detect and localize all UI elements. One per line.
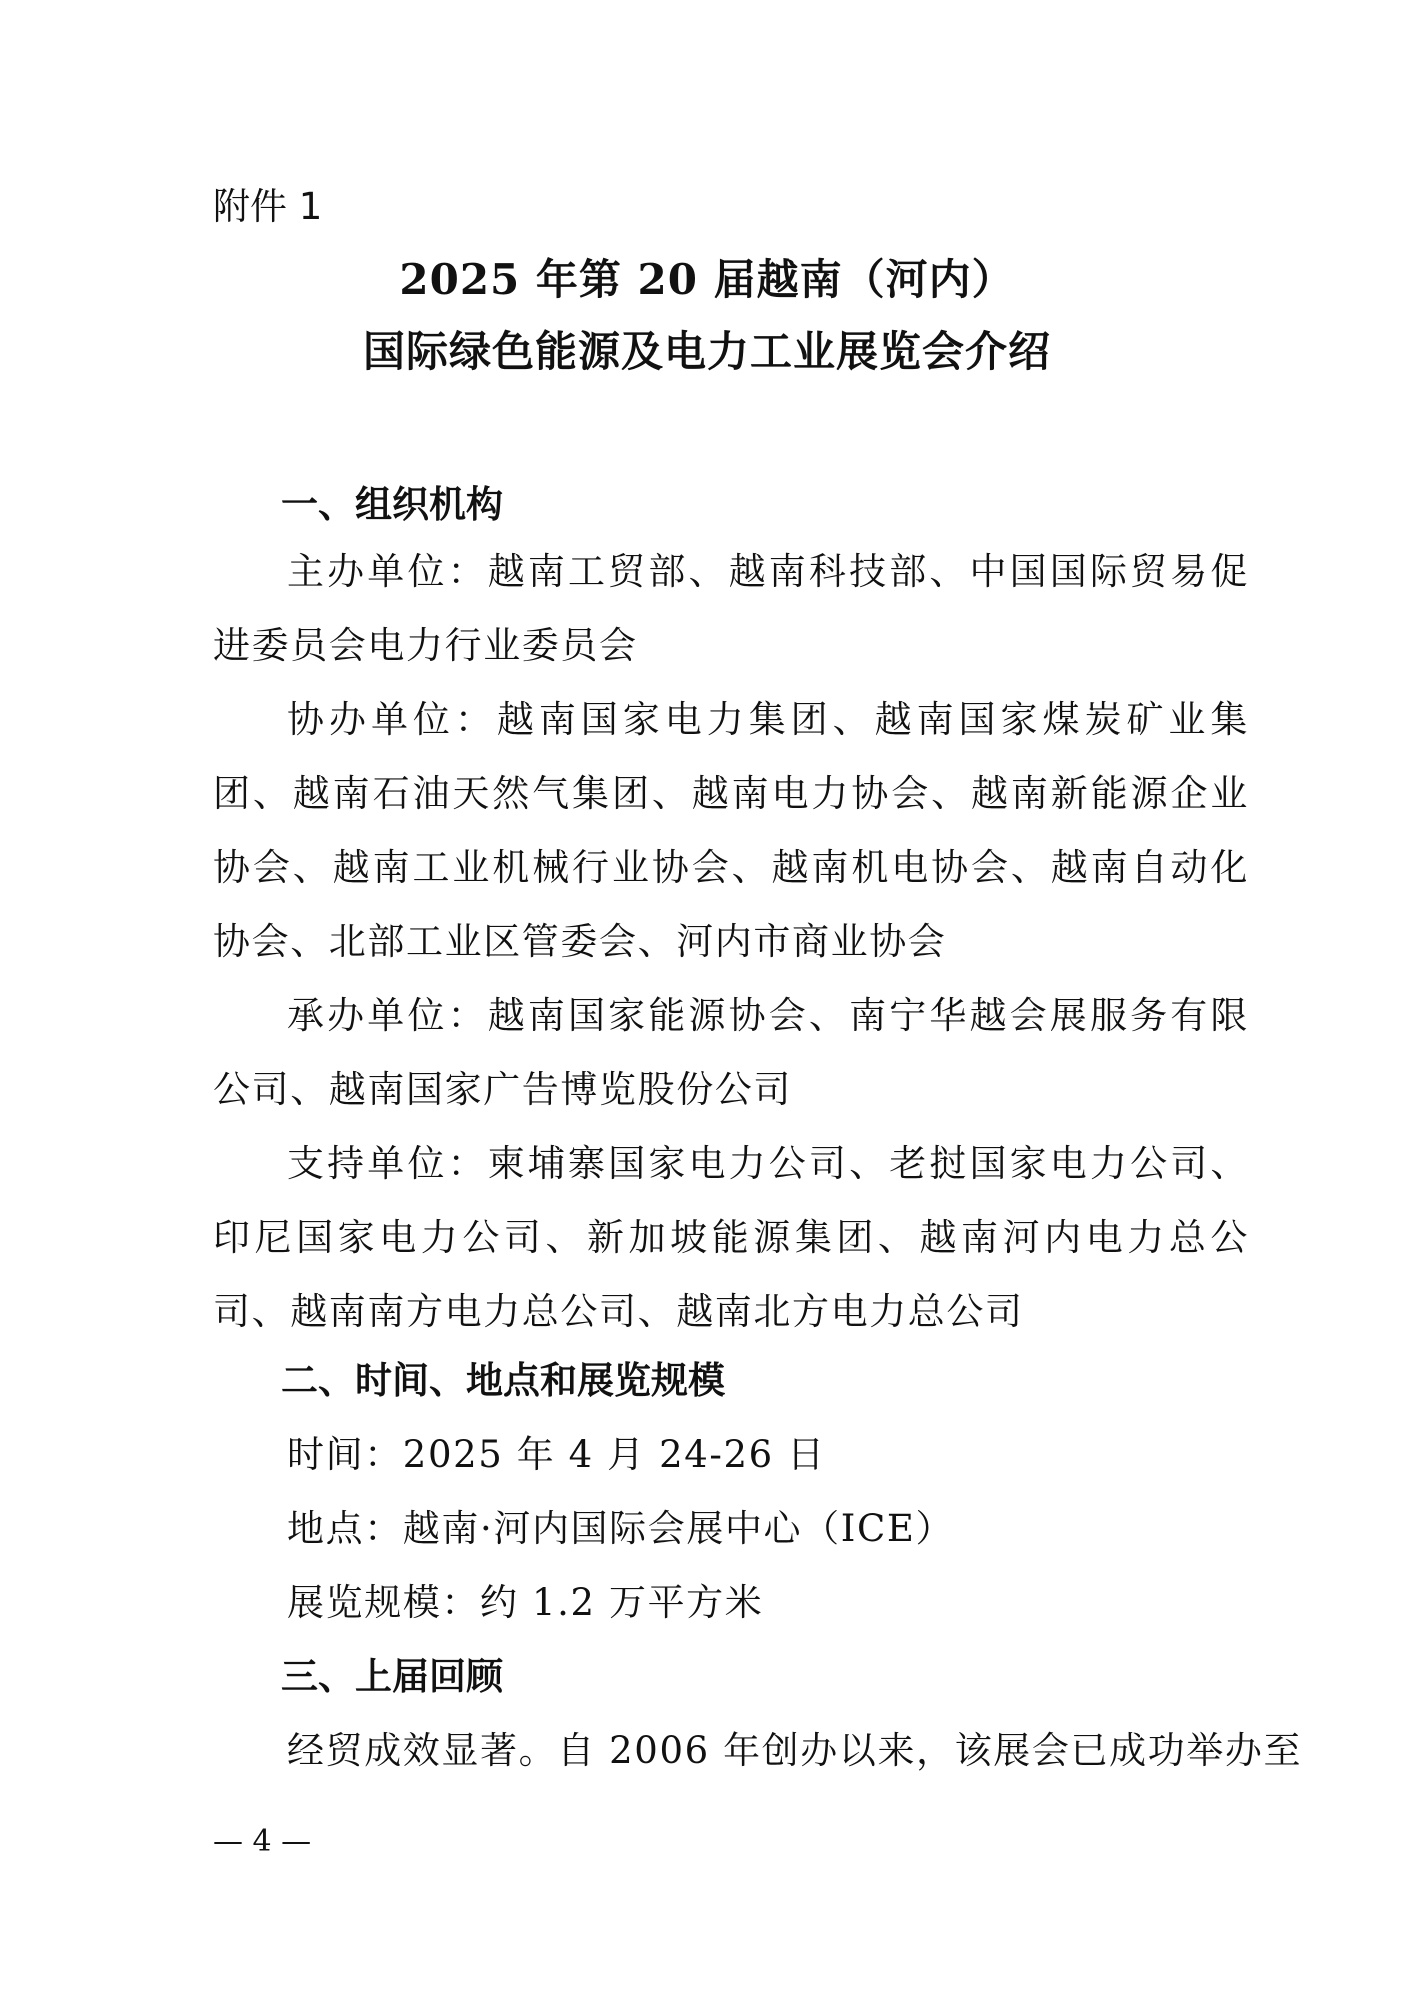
co-organizers-paragraph: 协办单位：越南国家电力集团、越南国家煤炭矿业集团、越南石油天然气集团、越南电力协会、越南新能源企业协会、越南工业机械行业协会、越南机电协会、越南自动化协会、北部工业区管委会、河内市商业协会 xyxy=(213,698,1249,963)
review-text-line: 经贸成效显著。自 2006 年创办以来，该展会已成功举办至 xyxy=(287,1729,1303,1772)
venue-line: 地点：越南·河内国际会展中心（ICE） xyxy=(287,1507,955,1550)
attachment-label: 附件 1 xyxy=(213,185,323,228)
document-title-line1: 2025 年第 20 届越南（河内） xyxy=(399,255,1015,304)
host-paragraph: 主办单位：越南工贸部、越南科技部、中国国际贸易促进委员会电力行业委员会 xyxy=(213,550,1249,667)
page-number: — 4 — xyxy=(213,1824,312,1859)
organizers-paragraph: 承办单位：越南国家能源协会、南宁华越会展服务有限公司、越南国家广告博览股份公司 xyxy=(213,994,1249,1111)
section1-heading: 一、组织机构 xyxy=(281,483,503,526)
time-line: 时间：2025 年 4 月 24-26 日 xyxy=(287,1433,826,1476)
document-title-line2: 国际绿色能源及电力工业展览会介绍 xyxy=(362,327,1051,376)
section3-heading: 三、上届回顾 xyxy=(281,1655,503,1698)
supporters-paragraph: 支持单位：柬埔寨国家电力公司、老挝国家电力公司、印尼国家电力公司、新加坡能源集团、越南河内电力总公司、越南南方电力总公司、越南北方电力总公司 xyxy=(213,1142,1249,1333)
scale-line: 展览规模：约 1.2 万平方米 xyxy=(287,1581,764,1624)
section2-heading: 二、时间、地点和展览规模 xyxy=(281,1359,725,1402)
